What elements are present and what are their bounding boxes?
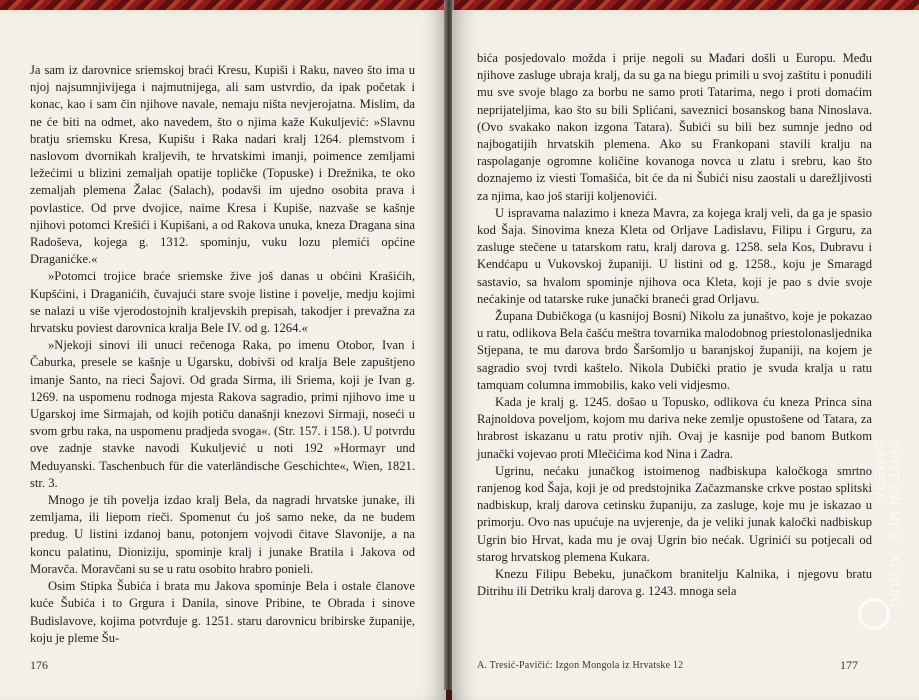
camera-watermark: SHOT ON MI 8 · AI DUAL CAMERA — [872, 440, 902, 611]
right-page — [452, 10, 919, 700]
left-paragraph-4: Mnogo je tih povelja izdao kralj Bela, da nagradi hrvatske junake, ili zemljama, ili liepom rieči. Spomenut ću još samo neke, da ne budem predug. U listini izdanoj banu, potonjem vojvodi čitave Slavonije, a na koncu palatinu, Dioniziju, spominje kralj i junake Bratila i Jakova od Moravča. Moravčani su se u ratu osobito hrabro ponieli. — [30, 493, 415, 576]
signature-line: A. Tresić-Pavičić: Izgon Mongola iz Hrvatske 12 — [477, 660, 684, 671]
left-paragraph-3: »Njekoji sinovi ili unuci rečenoga Raka, po imenu Otobor, Ivan i Čaburka, presele se kašnje u Ugarsku, dobivši od kralja Bele zapuštjeno imanje Santo, na rieci Šajovi. Od grada Sirma, ili Sriema, koji je Ivan g. 1269. na uspomenu rodnoga mjesta Rakova sagradio, primi njihovo ime u Ugarskoj ime Sirmajah, od kojih potiču današnji knezovi Sirmaji, noseći u svom grbu raka, na uspomenu pradjeda svoga«. (Str. 157. i 158.). U potvrdu ove zadnje stavke navodi Kukuljević u noti 192 »Hormayr und Meduyanski. Taschenbuch für die vaterländische Geschichte«, Wien, 1821. str. 3. — [30, 338, 415, 490]
left-paragraph-2: »Potomci trojice braće sriemske živе još danas u obćini Krašićih, Kupšćini, i Draganićih, čuvajući stare svoje listine i povelje, medju kojimi se nalazi u više vjerodostojnih kraljevskih prepisah, takodjer i prevažna za hrvatsku poviest darovnica kralja Bele IV. od g. 1264.« — [30, 269, 415, 336]
right-paragraph-1: bića posjedovalo možda i prije negoli su Mađari došli u Europu. Među njihove zasluge ubraja kralj, da su ga na biegu primili u svoj zaštitu i ponudili mu sve svoje blago za borbu ne samo proti Tatarima, nego i proti domaćim neprijateljima, kao što su bili Splićani, saveznici bosanskog bana Ninoslava. (Ovo svakako nakon izgona Tatara). Šubići su bili bez sumnje jedno od najbogatijih hrvatskih plemena. Ako su Frankopani stavili kralju na raspolaganje ogromne količine kovanoga novca u zlatu i srebru, kao što doznajemo iz viesti Tomašića, bit će da ni Šubići nisu zaostali u darežljivosti za njima, kao još stariji koljenovići. — [477, 51, 872, 203]
right-page-text — [477, 50, 872, 601]
camera-logo-icon — [858, 598, 890, 630]
left-paragraph-5: Osim Stipka Šubića i brata mu Jakova spominje Bela i ostale članove kuće Šubića i to Grgura i Danila, sinove Pribine, te Obrada i sinove Budislavove, kojima potvrđuje g. 1251. staru darovnicu bribirske županije, koju je pleme Šu- — [30, 579, 415, 645]
right-paragraph-2: U ispravama nalazimo i kneza Mavra, za kojega kralj veli, da ga je spasio kod Šaja. Sinovima kneza Kleta od Orljave Ladislavu, Filipu i Grguru, za zasluge stečene u tatarskom ratu, kralj darova g. 1258. sela Kos, Dubravu i Kendćapu u Vukovskoj županiji. U listini od g. 1258., koju je Smaragd sastavio, sa hvalom spominje njihova oca Kleta, koji je pao s dvie svoje nećakinje od tatarske ruke junački braneći grad Orljavu. — [477, 205, 872, 306]
left-page — [0, 10, 446, 700]
right-paragraph-6: Knezu Filipu Bebeku, junačkom branitelju Kalnika, i njegovu bratu Ditrihu ili Detriku kralj darova g. 1243. mnoga sela — [477, 567, 872, 599]
left-paragraph-1: Ja sam iz darovnice sriemskoj braći Kresu, Kupiši i Raku, naveo što ima u njoj najsumnjivijega i najmutnijega, ali sam ustvrdio, da ipak početak i konac, kao i sam čin njihove navale, nemaju ništa nevjerojatna. Mislim, da ne će biti na odmet, ako navedem, što o njima kaže Kukuljević: »Slavnu bratju sriemsku Kresa, Kupišu i Raka nadari kralj 1264. plemstvom i naslovom dvornikah kraljevih, te hrvatskimi imanji, poimence zemljami ležećimi u blizini zemaljah opatije topličke (Topuske) i Drežnika, te oko zemaljah plemena Žalac (Salach), podavši im ujedno osobita prava i povlastice. Od prve dvojice, naime Kresa i Kupiše, nazvaše se kašnje njihovi potomci Krešići i Kupišani, a od Rakova unuka, kneza Dragana sina Radoševa, kojega g. 1312. spominju, vuku lozu plemići općine Draganićke.« — [30, 63, 415, 267]
right-page-number: 177 — [840, 658, 858, 672]
right-paragraph-3: Župana Dubičkoga (u kasnijoj Bosni) Nikolu za junaštvo, koje je pokazao u ratu, odlikova Bela čašću meštra tovarnika malodobnog priestolonasljednika Stjepana, te mu darova brdo Šaršomljo u baranjskoj županiji, na kojem je sagradio svoj tvrdi kaštelo. Nikola Dubički pratio je svuda kralja u ratu tamquam columna immobilis, kako veli vidjesmo. — [477, 309, 872, 392]
right-paragraph-5: Ugrinu, nećaku junačkog istoimenog nadbiskupa kaločkoga smrtno ranjenog kod Šaja, koji je od predstojnika Začazmanske crkve postao splitski nadbiskup, kralj darova cetinsku županiju, za zasluge, koje mu je iskazao u primorju. Ovo nas upućuje na uvjerenje, da je veliki junak kaločki nadbiskup Ugrin bio Hrvat, kada mu je ovaj Ugrin bio nećak. Ugrinići su potjecali od starog hrvatskog plemena Kukara. — [477, 463, 872, 564]
left-page-text — [30, 62, 415, 647]
left-page-number: 176 — [30, 658, 48, 672]
right-paragraph-4: Kada je kralj g. 1245. došao u Topusko, odlikova ću kneza Princa sina Rajnoldova poveljom, kojom mu dariva neke zemlje opustošene od Tatara, za hrabrost iskazanu u ratu protiv njih. Ovaj je kasnije pod banom Butkom junački vojevao proti Mlečićima kod Nina i Zadra. — [477, 395, 872, 461]
